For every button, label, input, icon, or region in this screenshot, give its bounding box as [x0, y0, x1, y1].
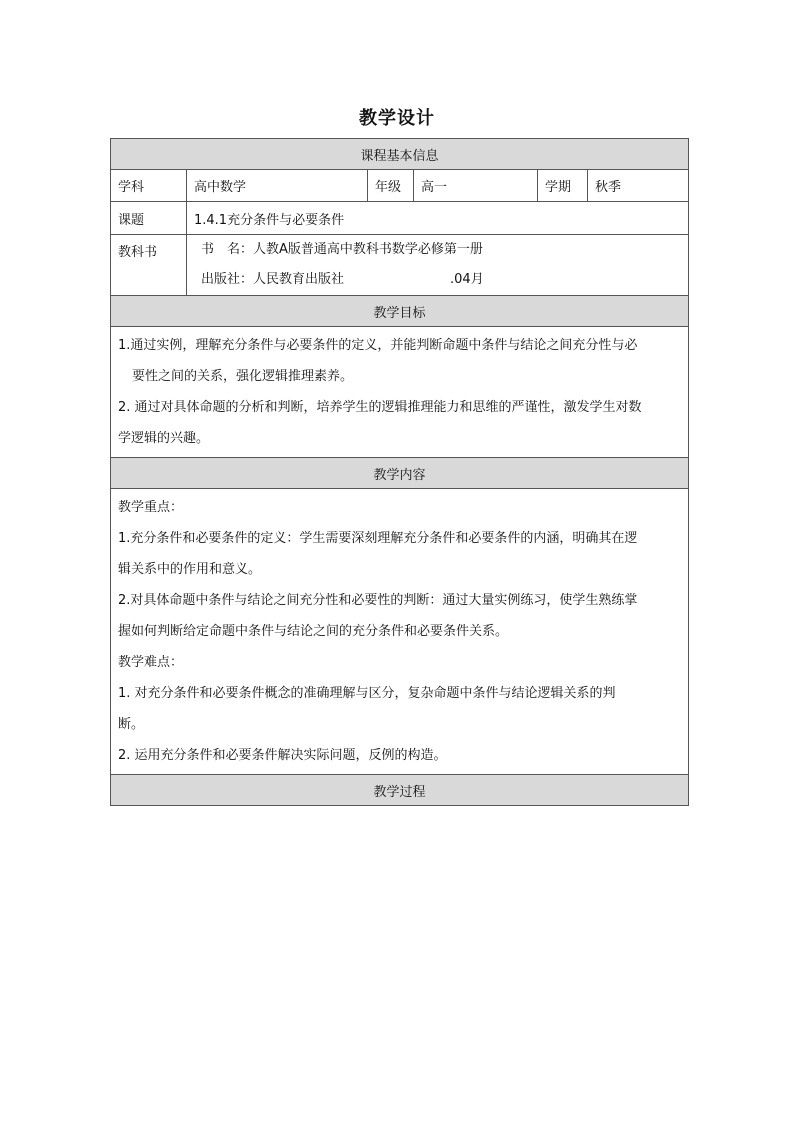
topic-label: 课题 [111, 202, 187, 235]
section-header-content: 教学内容 [111, 458, 689, 489]
key-points-heading: 教学重点： [118, 500, 184, 515]
difficulty-2: 2. 运用充分条件和必要条件解决实际问题，反例的构造。 [118, 748, 447, 763]
section-header-process: 教学过程 [111, 775, 689, 806]
key-point-2-line-1: 2.对具体命题中条件与结论之间充分性和必要性的判断：通过大量实例练习，使学生熟练掌 [118, 593, 638, 608]
key-point-1-line-1: 1.充分条件和必要条件的定义：学生需要深刻理解充分条件和必要条件的内涵，明确其在逻 [118, 531, 638, 546]
objectives-block [111, 327, 689, 458]
info-row [111, 170, 689, 202]
objective-1-line-1: 1.通过实例，理解充分条件与必要条件的定义，并能判断命题中条件与结论之间充分性与必 [118, 338, 638, 353]
book-name-line: 书 名：人教A版普通高中教科书数学必修第一册 [201, 242, 483, 257]
term-value: 秋季 [588, 170, 689, 202]
content-block [111, 489, 689, 775]
publish-date: .04月 [450, 272, 484, 287]
topic-value: 1.4.1充分条件与必要条件 [187, 202, 689, 235]
key-point-1-line-2: 辑关系中的作用和意义。 [118, 562, 262, 577]
publisher-text: 出版社：人民教育出版社 [201, 272, 345, 287]
difficulty-1-line-2: 断。 [118, 717, 145, 732]
textbook-label: 教科书 [111, 235, 187, 296]
objective-2-line-1: 2. 通过对具体命题的分析和判断，培养学生的逻辑推理能力和思维的严谨性，激发学生对数 [118, 400, 642, 415]
topic-row [111, 202, 689, 235]
section-header-basic-info: 课程基本信息 [111, 139, 689, 170]
textbook-details [187, 235, 689, 296]
grade-value: 高一 [414, 170, 538, 202]
publisher-line [194, 265, 681, 295]
document-title: 教学设计 [359, 108, 435, 129]
objective-1-line-2: 要性之间的关系，强化逻辑推理素养。 [132, 369, 354, 384]
subject-label: 学科 [111, 170, 187, 202]
lesson-plan-table [110, 138, 689, 806]
objective-2-line-2: 学逻辑的兴趣。 [118, 431, 210, 446]
grade-label: 年级 [368, 170, 414, 202]
difficulties-heading: 教学难点： [118, 655, 184, 670]
subject-value: 高中数学 [187, 170, 368, 202]
term-label: 学期 [538, 170, 588, 202]
difficulty-1-line-1: 1. 对充分条件和必要条件概念的准确理解与区分，复杂命题中条件与结论逻辑关系的判 [118, 686, 616, 701]
textbook-row [111, 235, 689, 296]
section-header-objectives: 教学目标 [111, 296, 689, 327]
key-point-2-line-2: 握如何判断给定命题中条件与结论之间的充分条件和必要条件关系。 [118, 624, 509, 639]
